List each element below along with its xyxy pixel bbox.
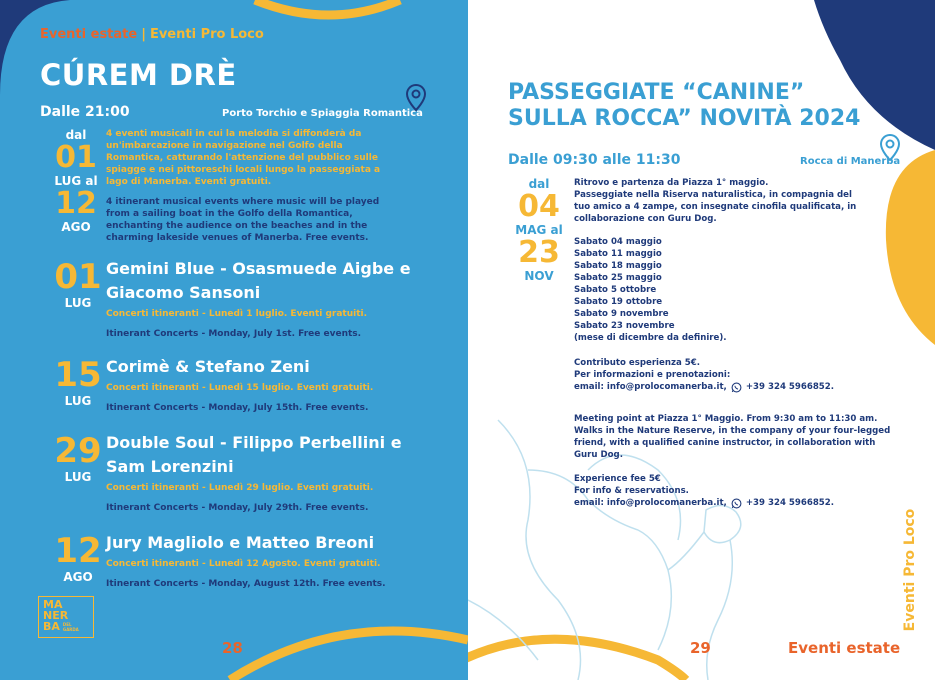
logo-subtitle: DEL GARDA (62, 622, 79, 632)
date-to-month: AGO (61, 220, 91, 234)
text-line: Walks in the Nature Reserve, in the company of your four-legged (574, 426, 891, 436)
list-item: Sabato 9 novembre (574, 309, 669, 319)
contact-english (574, 473, 904, 509)
event-title: Double Soul - Filippo Perbellini e (106, 433, 402, 452)
event-italian: Concerti itineranti - Lunedì 29 luglio. Eventi gratuiti. (106, 483, 374, 493)
page-title-line-2: SULLA ROCCA” NOVITÀ 2024 (508, 106, 861, 131)
list-item: Sabato 18 maggio (574, 261, 662, 271)
logo-line-1: MA (43, 598, 63, 611)
fee-text: Experience fee 5€ (574, 474, 661, 484)
list-item: Sabato 19 ottobre (574, 297, 663, 307)
page-number: 28 (222, 639, 243, 657)
list-item: Sabato 25 maggio (574, 273, 662, 283)
date-from-month: LUG al (54, 174, 98, 188)
vertical-label-text: Eventi Pro Loco (902, 508, 918, 632)
event-title: Corimè & Stefano Zeni (106, 357, 310, 376)
event-item (106, 431, 426, 513)
location-pin-icon (406, 84, 426, 112)
phone-text: +39 324 5966852. (745, 382, 835, 392)
email-text: email: info@prolocomanerba.it, (574, 498, 727, 508)
event-date (40, 532, 116, 584)
event-item (106, 257, 426, 339)
event-item (106, 531, 426, 589)
list-item: Sabato 11 maggio (574, 249, 662, 259)
event-item (106, 355, 426, 413)
event-location: Rocca di Manerba (800, 156, 901, 167)
event-time: Dalle 09:30 alle 11:30 (508, 152, 681, 168)
event-title-cont: Giacomo Sansoni (106, 283, 261, 302)
dates-list (574, 236, 874, 344)
text-line: Meeting point at Piazza 1° Maggio. From 9:30 am to 11:30 am. (574, 414, 878, 424)
intro-italian: 4 eventi musicali in cui la melodia si diffonderà da un'imbarcazione in navigazione nel Golfo della Romantica, catturando l'attenzione del pubblico sulle spiagge e nei pittoreschi locali lungo la passeggiata a lago di Manerba. Eventi gratuiti. (106, 129, 381, 187)
right-page (468, 0, 935, 680)
text-line: friend, with a qualified canine instructor, in collaboration with (574, 438, 876, 448)
text-line: tuo amico a 4 zampe, con insegnate cinofila qualificata, in (574, 202, 857, 212)
section-tag-proloco: Eventi Pro Loco (149, 27, 264, 42)
event-english: Itinerant Concerts - Monday, July 1st. Free events. (106, 329, 362, 339)
contact-italian (574, 357, 904, 393)
list-item: Sabato 04 maggio (574, 237, 662, 247)
date-to-day: 23 (518, 235, 560, 270)
event-time: Dalle 21:00 (40, 104, 130, 120)
event-day: 01 (54, 257, 102, 297)
list-item: Sabato 23 novembre (574, 321, 675, 331)
footer-label: Eventi estate (788, 639, 901, 657)
event-month: LUG (64, 470, 92, 484)
event-month: LUG (64, 394, 92, 408)
whatsapp-icon (731, 498, 742, 509)
info-text: Per informazioni e prenotazioni: (574, 370, 731, 380)
event-location: Porto Torchio e Spiaggia Romantica (222, 108, 423, 119)
section-tag-summer: Eventi estate (40, 27, 138, 42)
list-item: (mese di dicembre da definire). (574, 333, 727, 343)
date-to-month: NOV (524, 269, 554, 283)
date-to-day: 12 (55, 186, 97, 221)
page-number: 29 (690, 639, 711, 657)
description-english (574, 413, 904, 461)
location-pin-icon (880, 134, 900, 162)
page-title (508, 80, 860, 132)
fee-text: Contributo esperienza 5€. (574, 358, 700, 368)
intro-english: 4 itinerant musical events where music will be played from a sailing boat in the Golfo della Romantica, enchanting the audience on the beaches and in the charming lakeside venues of Manerba. Free events. (106, 197, 380, 243)
event-english: Itinerant Concerts - Monday, August 12th. Free events. (106, 579, 386, 589)
event-italian: Concerti itineranti - Lunedì 15 luglio. Eventi gratuiti. (106, 383, 374, 393)
event-italian: Concerti itineranti - Lunedì 12 Agosto. Eventi gratuiti. (106, 559, 381, 569)
section-tag-separator: | (141, 27, 146, 42)
section-tags (40, 27, 264, 42)
whatsapp-icon (731, 382, 742, 393)
date-range (508, 177, 570, 283)
phone-text: +39 324 5966852. (745, 498, 835, 508)
text-line: collaborazione con Guru Dog. (574, 214, 717, 224)
event-date (40, 432, 116, 484)
event-italian: Concerti itineranti - Lunedì 1 luglio. Eventi gratuiti. (106, 309, 368, 319)
manerba-logo (38, 596, 94, 638)
page-title: CÚREM DRÈ (40, 58, 237, 92)
event-english: Itinerant Concerts - Monday, July 15th. Free events. (106, 403, 369, 413)
vertical-label (893, 500, 927, 640)
email-text: email: info@prolocomanerba.it, (574, 382, 727, 392)
page-title-line-1: PASSEGGIATE “CANINE” (508, 80, 805, 105)
description-italian (574, 177, 874, 225)
logo-line-3: BA (43, 620, 60, 633)
logo-line-2: NER (43, 609, 69, 622)
event-date (40, 258, 116, 310)
event-title: Gemini Blue - Osasmuede Aigbe e (106, 259, 411, 278)
text-line: Ritrovo e partenza da Piazza 1° maggio. (574, 178, 769, 188)
event-title-cont: Sam Lorenzini (106, 457, 234, 476)
date-from-day: 04 (518, 189, 560, 224)
date-from-month: MAG al (515, 223, 563, 237)
event-month: AGO (63, 570, 93, 584)
event-day: 29 (54, 431, 102, 471)
date-from-label: dal (65, 128, 87, 142)
text-line: Passeggiate nella Riserva naturalistica, in compagnia del (574, 190, 852, 200)
info-text: For info & reservations. (574, 486, 689, 496)
event-day: 15 (54, 355, 102, 395)
date-from-day: 01 (55, 140, 97, 175)
event-day: 12 (54, 531, 102, 571)
list-item: Sabato 5 ottobre (574, 285, 657, 295)
text-line: Guru Dog. (574, 450, 623, 460)
date-range (46, 128, 106, 234)
event-english: Itinerant Concerts - Monday, July 29th. Free events. (106, 503, 369, 513)
event-date (40, 356, 116, 408)
event-title: Jury Magliolo e Matteo Breoni (106, 533, 375, 552)
event-month: LUG (64, 296, 92, 310)
date-from-label: dal (528, 177, 550, 191)
